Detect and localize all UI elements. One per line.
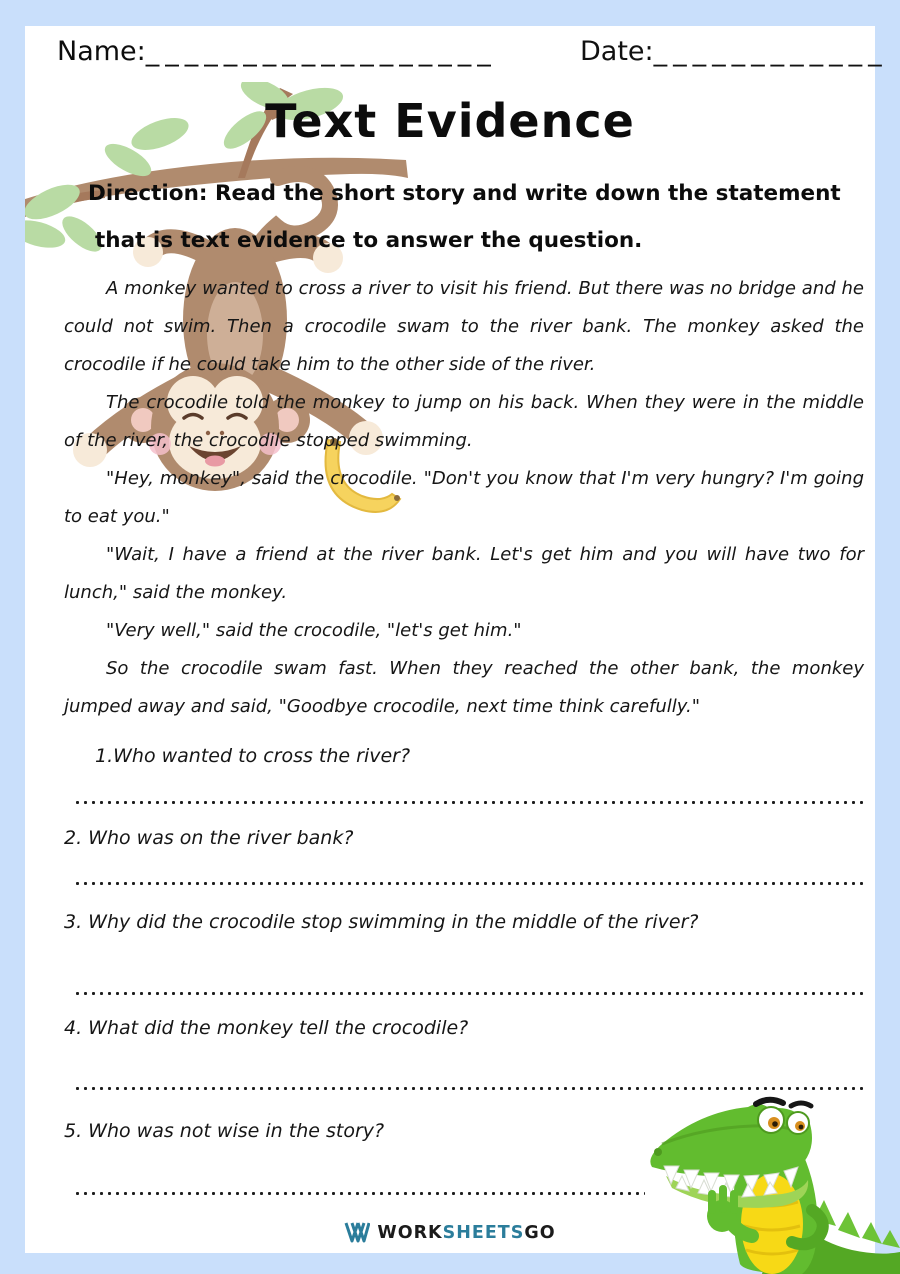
name-blank-line: __________________ xyxy=(145,36,497,67)
question-2: 2. Who was on the river bank? xyxy=(64,827,354,849)
name-field xyxy=(57,36,497,67)
date-label: Date: xyxy=(580,36,654,67)
logo-work: WORK xyxy=(377,1222,443,1243)
worksheetsgo-w-icon xyxy=(344,1222,370,1243)
page-title: Text Evidence xyxy=(265,94,635,148)
question-1: 1.Who wanted to cross the river? xyxy=(95,745,411,767)
name-label: Name: xyxy=(57,36,146,67)
direction-text xyxy=(88,170,841,264)
answer-line-1 xyxy=(75,800,868,805)
page-border-left xyxy=(0,0,25,1253)
story-paragraph: "Wait, I have a friend at the river bank. Let's get him and you will have two for lunch," said the monkey. xyxy=(64,544,864,603)
date-field xyxy=(580,36,888,67)
answer-line-5 xyxy=(75,1191,645,1196)
story-paragraph: "Hey, monkey", said the crocodile. "Don't you know that I'm very hungry? I'm going to eat you." xyxy=(64,468,864,527)
story-text xyxy=(64,270,864,726)
date-blank-line: ____________ xyxy=(653,36,888,67)
worksheetsgo-wordmark xyxy=(377,1223,555,1243)
story-paragraph: The crocodile told the monkey to jump on his back. When they were in the middle of the river, the crocodile stopped swimming. xyxy=(64,392,864,451)
question-3: 3. Why did the crocodile stop swimming in the middle of the river? xyxy=(64,911,699,933)
answer-line-4 xyxy=(75,1086,868,1091)
answer-line-3 xyxy=(75,991,868,996)
crocodile-illustration xyxy=(642,1092,900,1274)
direction-line-2: that is text evidence to answer the question. xyxy=(95,228,643,253)
page-border-right xyxy=(875,0,900,1253)
story-paragraph: A monkey wanted to cross a river to visit his friend. But there was no bridge and he could not swim. Then a crocodile swam to the river bank. The monkey asked the crocodile if he could take him to the other side of the river. xyxy=(64,278,864,375)
page-border-top xyxy=(0,0,900,26)
question-5: 5. Who was not wise in the story? xyxy=(64,1120,385,1142)
question-4: 4. What did the monkey tell the crocodile? xyxy=(64,1017,469,1039)
direction-line-1: Direction: Read the short story and write down the statement xyxy=(88,181,841,206)
story-paragraph: So the crocodile swam fast. When they reached the other bank, the monkey jumped away and said, "Goodbye crocodile, next time think carefully." xyxy=(64,658,864,717)
story-paragraph: "Very well," said the crocodile, "let's get him." xyxy=(106,620,522,641)
logo-go: GO xyxy=(524,1222,556,1243)
logo-sheets: SHEETS xyxy=(442,1222,525,1243)
answer-line-2 xyxy=(75,881,868,886)
